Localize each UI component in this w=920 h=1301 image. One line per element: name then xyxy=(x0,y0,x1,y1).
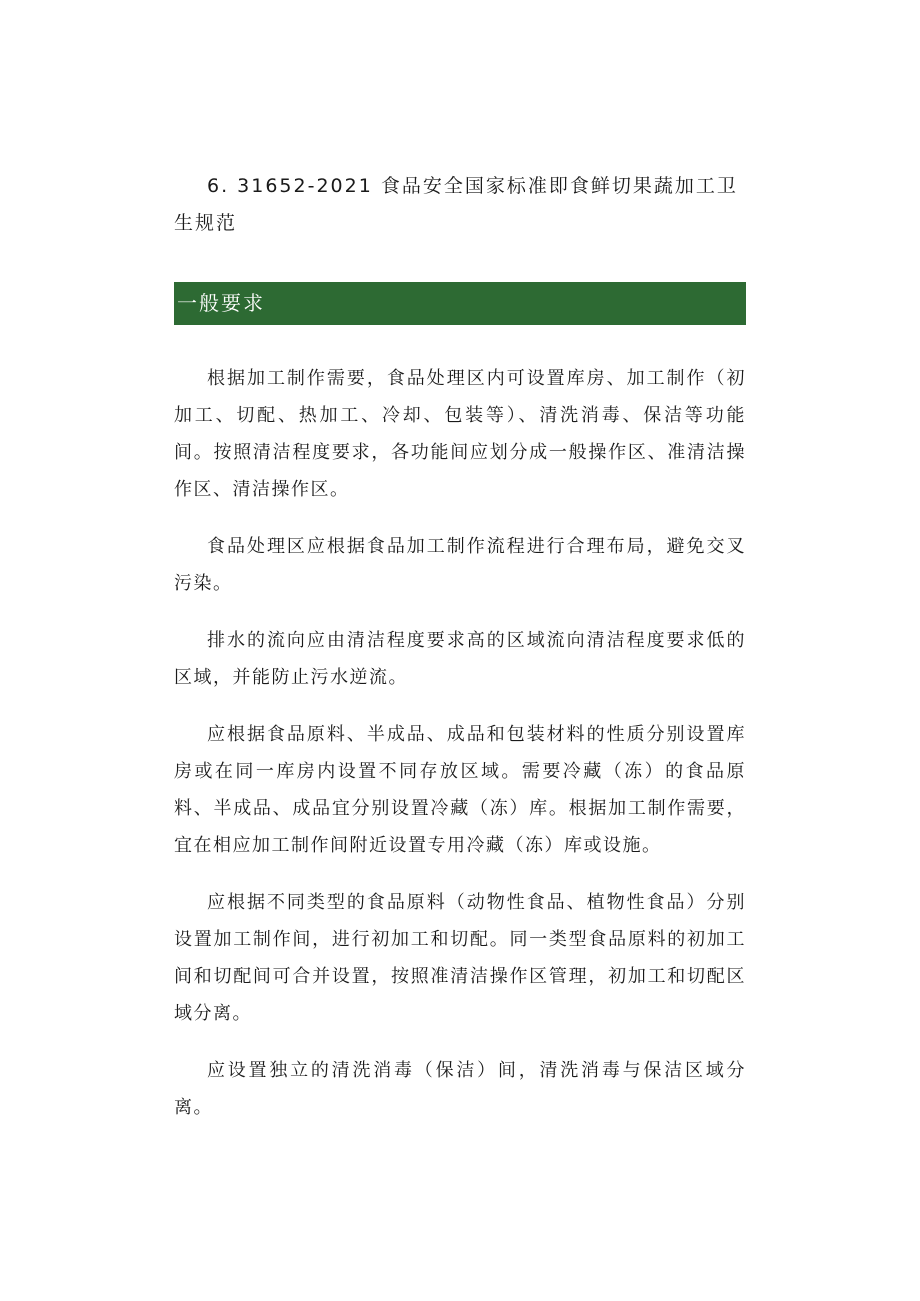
document-title: 6. 31652-2021 食品安全国家标准即食鲜切果蔬加工卫生规范 xyxy=(174,175,738,234)
paragraph-2: 食品处理区应根据食品加工制作流程进行合理布局，避免交叉污染。 xyxy=(174,536,746,594)
paragraph-3: 排水的流向应由清洁程度要求高的区域流向清洁程度要求低的区域，并能防止污水逆流。 xyxy=(174,630,746,688)
section-body xyxy=(174,360,746,1146)
section-header-bar xyxy=(174,282,746,325)
paragraph-6: 应设置独立的清洗消毒（保洁）间，清洗消毒与保洁区域分离。 xyxy=(174,1060,746,1118)
paragraph-5: 应根据不同类型的食品原料（动物性食品、植物性食品）分别设置加工制作间，进行初加工和切配。同一类型食品原料的初加工间和切配间可合并设置，按照准清洁操作区管理，初加工和切配区域分离。 xyxy=(174,892,746,1024)
paragraph-4: 应根据食品原料、半成品、成品和包装材料的性质分别设置库房或在同一库房内设置不同存放区域。需要冷藏（冻）的食品原料、半成品、成品宜分别设置冷藏（冻）库。根据加工制作需要，宜在相应加工制作间附近设置专用冷藏（冻）库或设施。 xyxy=(174,724,746,856)
paragraph-1: 根据加工制作需要，食品处理区内可设置库房、加工制作（初加工、切配、热加工、冷却、包装等）、清洗消毒、保洁等功能间。按照清洁程度要求，各功能间应划分成一般操作区、准清洁操作区、清洁操作区。 xyxy=(174,368,746,500)
section-heading: 一般要求 xyxy=(177,291,265,315)
